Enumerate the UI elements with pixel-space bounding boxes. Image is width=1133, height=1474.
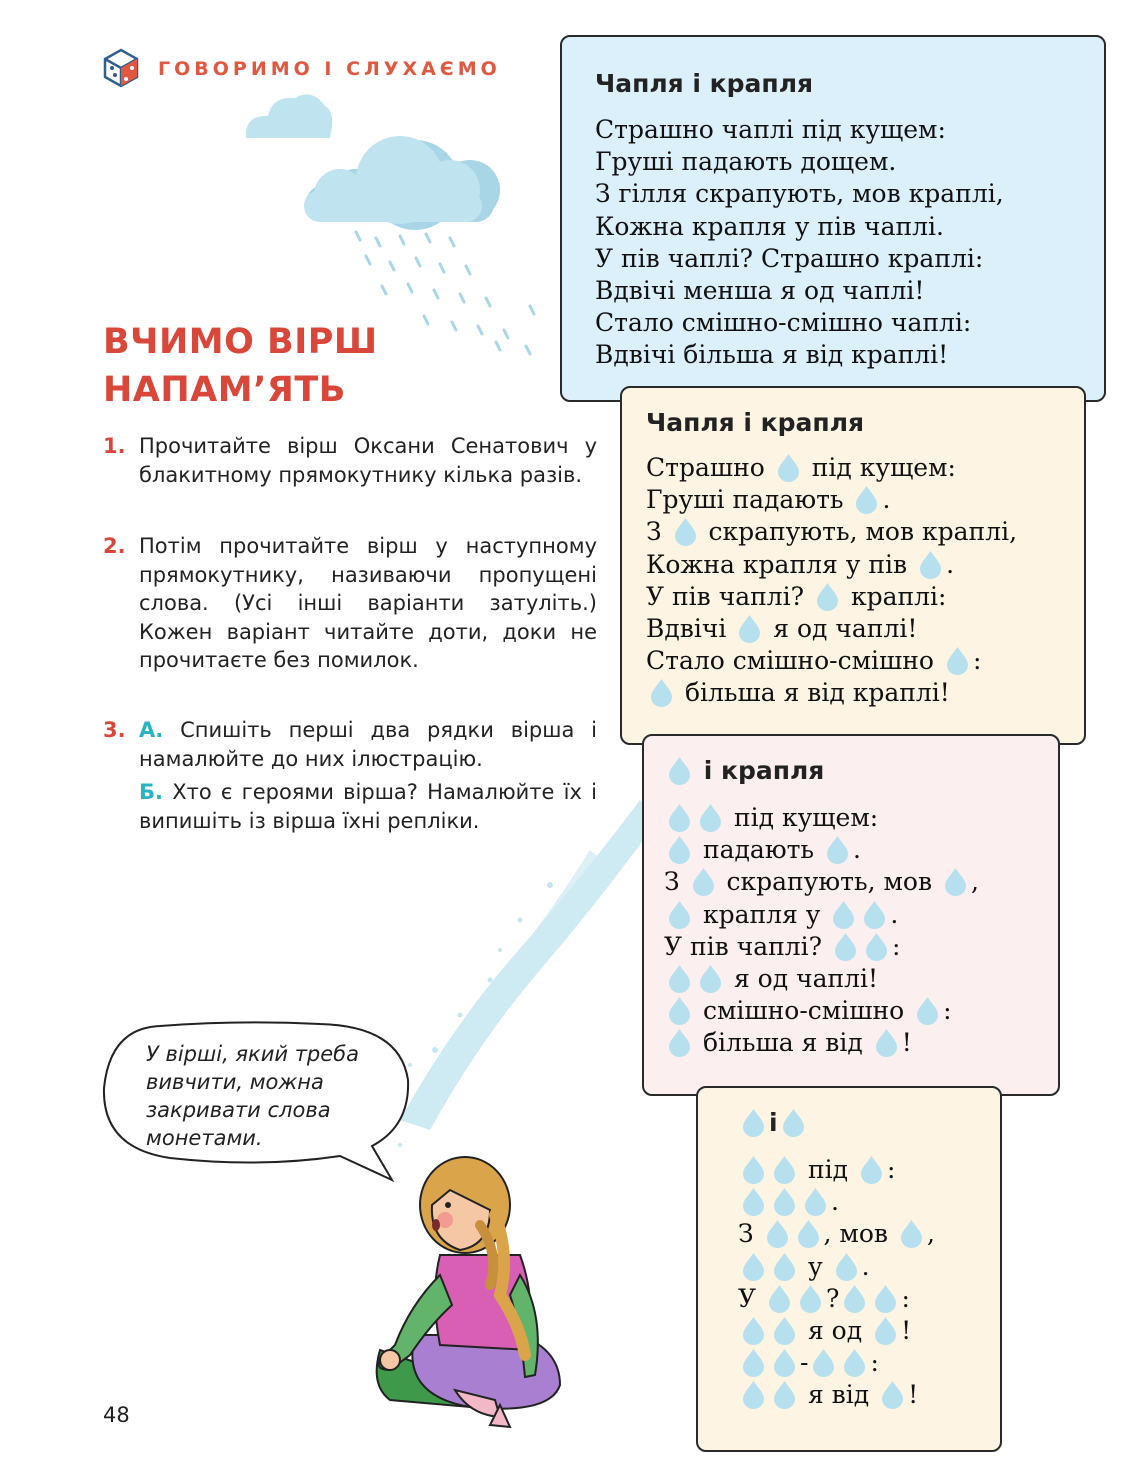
poem-word: Страшно [646, 453, 765, 482]
drop-icon [740, 1316, 767, 1345]
task-1-number: 1. [103, 434, 126, 458]
drop-icon [771, 1252, 798, 1281]
poem-word: ! [901, 1316, 912, 1346]
poem-word: під [807, 1155, 849, 1184]
poem-word: : [892, 931, 901, 961]
poem-card-gaps-2 [642, 734, 1060, 1096]
poem-line [738, 1283, 935, 1315]
drop-icon [697, 964, 724, 993]
poem-word: : [901, 1283, 910, 1313]
drop-icon [771, 1316, 798, 1345]
dice-icon [103, 48, 139, 88]
poem-line [738, 1379, 935, 1411]
drop-icon [740, 1380, 767, 1409]
poem-line [664, 931, 979, 963]
poem-line: Вдвічі більша я від краплі! [595, 340, 949, 370]
poem-word: , [926, 1219, 935, 1249]
poem-word: У пів чаплі? [664, 931, 823, 961]
poem-word: скрапують, мов [726, 867, 933, 897]
poem-word: крапля у [702, 899, 821, 929]
poem-card-full [560, 35, 1106, 402]
poem-word: - [800, 1348, 809, 1378]
drop-icon [764, 1219, 791, 1248]
drop-icon [775, 453, 802, 482]
drop-icon [879, 1380, 906, 1409]
poem-word: Стало смішно-смішно [646, 646, 934, 676]
task-3b-text: Хто є героями вірша? Намалюйте їх і випишіть із вірша їхні репліки. [139, 780, 597, 833]
task-3a-letter: А. [139, 718, 164, 742]
poem-word: я від [807, 1380, 870, 1410]
drop-icon [740, 1252, 767, 1281]
drop-icon [841, 1284, 868, 1313]
poem-word: я од [807, 1316, 863, 1346]
drop-icon [666, 803, 693, 832]
drop-icon [917, 550, 944, 579]
poem-text [595, 114, 1004, 372]
poem-line: Кожна крапля у пів чаплі. [595, 211, 944, 241]
poem-line: Вдвічі менша я од чаплі! [595, 276, 925, 306]
girl-illustration [360, 1145, 580, 1430]
poem-word: під кущем: [811, 453, 956, 482]
poem-card-gaps-3 [696, 1086, 1002, 1452]
drop-icon [824, 835, 851, 864]
drop-icon [666, 996, 693, 1025]
speech-bubble-text: У вірші, який треба вивчити, можна закривати слова монетами. [146, 1042, 360, 1150]
poem-title-text: і крапля [703, 756, 825, 785]
drop-icon [863, 932, 890, 961]
poem-word: ! [908, 1380, 919, 1410]
poem-line [664, 899, 979, 931]
poem-line: З гілля скрапують, мов краплі, [595, 179, 1004, 209]
poem-line: Груші падають дощем. [595, 147, 897, 177]
poem-text [738, 1154, 935, 1412]
drop-icon [914, 996, 941, 1025]
poem-line [664, 1027, 979, 1059]
poem-line [738, 1154, 935, 1186]
poem-word: У пів чаплі? [646, 581, 805, 611]
poem-word: : [943, 996, 952, 1026]
poem-word: більша я від краплі! [684, 678, 950, 708]
poem-word: , мов [823, 1219, 888, 1249]
drop-icon [814, 582, 841, 611]
page-title [103, 318, 378, 414]
drop-icon [672, 517, 699, 546]
drop-icon [666, 835, 693, 864]
poem-word: . [852, 835, 861, 865]
poem-word: смішно-смішно [702, 996, 905, 1026]
poem-line [646, 581, 1017, 613]
drop-icon [797, 1284, 824, 1313]
task-1-text: Прочитайте вірш Оксани Сенатович у блакитному прямокутнику кілька разів. [139, 434, 597, 487]
poem-line [738, 1186, 935, 1218]
poem-word: Груші падають [646, 485, 844, 515]
drop-icon [861, 900, 888, 929]
task-3b-letter: Б. [139, 780, 163, 804]
poem-word: У [738, 1283, 757, 1313]
poem-word: З [738, 1219, 754, 1249]
drop-icon [740, 1155, 767, 1184]
drop-icon [740, 1348, 767, 1377]
poem-word: ! [901, 1028, 912, 1058]
poem-line [738, 1218, 935, 1250]
poem-word: під кущем: [733, 803, 879, 832]
poem-title [738, 1108, 809, 1137]
drop-icon [771, 1380, 798, 1409]
poem-line [646, 484, 1017, 516]
poem-line: У пів чаплі? Страшно краплі: [595, 243, 984, 273]
drop-icon [740, 1108, 767, 1137]
poem-line [646, 452, 1017, 484]
page-number: 48 [103, 1403, 130, 1427]
poem-line [738, 1347, 935, 1379]
poem-line [664, 866, 979, 898]
drop-icon [942, 867, 969, 896]
poem-line [664, 963, 979, 995]
drop-icon [736, 614, 763, 643]
poem-word: , [971, 867, 979, 897]
drop-icon [802, 1187, 829, 1216]
drop-icon [666, 900, 693, 929]
poem-line [646, 645, 1017, 677]
drop-icon [666, 1028, 693, 1057]
task-3a [103, 716, 597, 773]
poem-word: краплі: [850, 581, 947, 611]
drop-icon [740, 1187, 767, 1216]
drop-icon [771, 1348, 798, 1377]
poem-word: ? [826, 1283, 840, 1313]
poem-word: : [972, 646, 982, 676]
poem-line: Стало смішно-смішно чаплі: [595, 308, 972, 338]
poem-word: Вдвічі [646, 614, 727, 644]
poem-line [664, 802, 979, 834]
poem-line [646, 549, 1017, 581]
task-2-number: 2. [103, 534, 126, 558]
drop-icon [853, 485, 880, 514]
poem-word: я од чаплі! [773, 614, 918, 644]
drop-icon [858, 1155, 885, 1184]
drop-icon [666, 964, 693, 993]
poem-word: З [664, 867, 680, 897]
title-line-1: ВЧИМО ВІРШ [103, 322, 378, 362]
poem-line [664, 834, 979, 866]
poem-word: . [831, 1187, 839, 1217]
drop-icon [766, 1284, 793, 1313]
drop-icon [841, 1348, 868, 1377]
poem-word: у [807, 1251, 823, 1281]
section-label: ГОВОРИМО І СЛУХАЄМО [158, 58, 501, 80]
drop-icon [810, 1348, 837, 1377]
poem-word: З [646, 517, 662, 547]
drop-icon [944, 646, 971, 675]
poem-text [646, 452, 1017, 710]
task-1 [103, 432, 597, 489]
poem-title-text: і [769, 1108, 778, 1137]
poem-title: Чапля і крапля [595, 69, 814, 98]
drop-icon [648, 678, 675, 707]
poem-word: . [890, 899, 899, 929]
poem-text [664, 802, 979, 1060]
poem-title: Чапля і крапля [646, 408, 865, 437]
drop-icon [666, 756, 693, 785]
drop-icon [833, 1252, 860, 1281]
poem-title [664, 756, 824, 785]
task-2 [103, 532, 597, 675]
poem-word: Кожна крапля у пів [646, 549, 908, 579]
poem-word: я од чаплі! [733, 964, 879, 994]
poem-word: скрапують, мов краплі, [708, 517, 1018, 547]
title-line-2: НАПАМ’ЯТЬ [103, 370, 346, 410]
poem-word: . [946, 549, 955, 579]
task-3a-text: Спишіть перші два рядки вірша і намалюйте до них ілюстрацію. [139, 718, 597, 771]
drop-icon [898, 1219, 925, 1248]
drop-icon [771, 1155, 798, 1184]
poem-line [646, 677, 1017, 709]
poem-card-gaps-1 [620, 386, 1086, 745]
drop-icon [697, 803, 724, 832]
poem-word: . [861, 1251, 870, 1281]
drop-icon [872, 1284, 899, 1313]
poem-word: : [870, 1348, 879, 1378]
drop-icon [690, 867, 717, 896]
task-2-text: Потім прочитайте вірш у наступному прямокутнику, називаючи пропущені слова. (Усі інші варіанти затуліть.) Кожен варіант читайте доти, доки не прочитаєте без помилок. [139, 534, 597, 672]
poem-line [738, 1251, 935, 1283]
drop-icon [795, 1219, 822, 1248]
task-3-number: 3. [103, 718, 126, 742]
drop-icon [872, 1316, 899, 1345]
poem-line: Страшно чаплі під кущем: [595, 115, 946, 144]
drop-icon [771, 1187, 798, 1216]
poem-word: падають [702, 835, 815, 865]
poem-line [664, 995, 979, 1027]
poem-line [738, 1315, 935, 1347]
drop-icon [873, 1028, 900, 1057]
poem-line [646, 516, 1017, 548]
poem-line [646, 613, 1017, 645]
poem-word: більша я від [702, 1028, 863, 1058]
poem-word: : [886, 1155, 896, 1184]
poem-word: . [882, 485, 891, 515]
drop-icon [830, 900, 857, 929]
drop-icon [780, 1108, 807, 1137]
drop-icon [832, 932, 859, 961]
